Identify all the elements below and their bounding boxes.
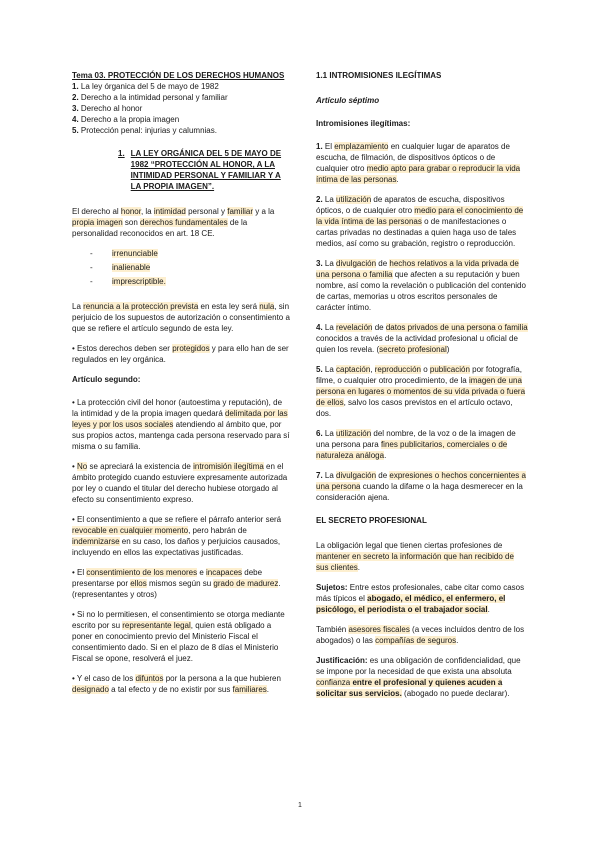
paragraph [316,428,528,461]
paragraph [316,258,528,313]
highlighted-text: divulgación [336,259,377,268]
article-heading: Artículo séptimo [316,96,380,105]
page-number: 1 [298,802,302,809]
paragraph [72,673,290,695]
highlighted-text: asesores fiscales [348,625,410,634]
text-run: de la personalidad reconocidos en art. 18 CE. [72,218,248,238]
paragraph [316,470,528,503]
highlighted-text: imagen de una persona en lugares o momentos de su vida privada o fuera de ellos [316,376,526,407]
text-run: (a veces incluidos dentro de los abogados) o las [316,625,525,645]
text-run: • Si no lo permitiesen, el consentimiento se otorga mediante escrito por su [72,610,285,630]
highlighted-text: intromisión ilegítima [193,462,264,471]
highlighted-text: reproducción [374,365,421,374]
text-run: La [322,429,337,438]
text-run: . (representantes y otros) [72,579,281,599]
highlighted-text: representante legal [122,621,191,630]
text-run: 6. [316,429,323,438]
text-run: • [72,462,78,471]
highlighted-text: familiar [227,207,254,216]
text-run: de [376,259,390,268]
text-run: . [456,636,459,645]
right-column [316,70,528,708]
text-run: , quien está obligado a poner en conocimiento previo del Ministerio Fiscal el consentimiento dado. Si en el plazo de 8 días el Ministerio Fiscal se opone, resolverá el juez. [72,621,279,663]
text-run: . [266,685,270,694]
list-item [90,248,290,259]
text-run: La [72,302,84,311]
highlighted-text: divulgación [336,471,377,480]
highlighted-text: medio para el conocimiento de la vida íntima de las personas [316,206,524,226]
text-run: • Y el caso de los [72,674,136,683]
highlighted-text: confianza [316,678,351,687]
highlighted-text: entre el profesional y quienes acuden a solicitar sus servicios. [316,678,503,698]
paragraph [72,514,290,558]
text-run: cuando la difame o la haga desmerecer en la consideración ajena. [316,482,523,502]
toc-item [72,81,290,92]
text-run: e [197,568,206,577]
highlighted-text: fines publicitarios, comerciales o de naturaleza análoga [316,440,508,460]
paragraph [316,322,528,355]
paragraph [72,567,290,600]
text-run: Entre estos profesionales, cabe citar como casos más típicos el [316,583,525,603]
text-run: • La protección civil del honor (autoestima y reputación), de la intimidad y de la propia imagen quedará [72,398,283,418]
left-column [72,70,290,704]
text-run: • El consentimiento a que se refiere el párrafo anterior será [72,515,282,524]
text-run: personal y [185,207,228,216]
highlighted-text: compañías de seguros [375,636,457,645]
text-run: son [122,218,141,227]
text-run: 7. [316,471,323,480]
text-run: La [322,323,337,332]
paragraph [316,364,528,419]
text-run: o [420,365,430,374]
text-run: conocidos a través de la actividad profesional u oficial de quien los revela. ( [316,334,518,354]
text-run: . [487,605,490,614]
paragraph [316,194,528,249]
highlighted-text: imprescriptible. [112,277,166,286]
text-run: 2. [72,93,79,102]
paragraph [316,582,528,615]
highlighted-text: publicación [429,365,470,374]
highlighted-text: captación [336,365,371,374]
text-run: . [396,175,399,184]
text-run: , pero habrán de [188,526,247,535]
text-run: en el ámbito protegido cuando estuviere expresamente autorizada por ley o cuando el titular del derecho hubiese otorgado al efecto su consentimiento expreso. [72,462,288,504]
highlighted-text: indemnizarse [72,537,120,546]
paragraph [72,301,290,334]
highlighted-text: hechos relativos a la vida privada de una persona o familia [316,259,519,279]
highlighted-text: honor [120,207,141,216]
text-run: 1. [72,82,79,91]
text-run: del nombre, de la voz o de la imagen de una persona para [316,429,516,449]
highlighted-text: incapaces [206,568,243,577]
highlighted-text: nula [259,302,275,311]
highlighted-text: ellos [130,579,147,588]
highlighted-text: delimitada por las leyes y por los usos sociales [72,409,288,429]
text-run: • Estos derechos deben ser [72,344,173,353]
text-run: . [357,563,361,572]
text-run: en su caso, los daños y perjuicios causados, incluyendo en ellos las expectativas justificadas. [72,537,281,557]
paragraph [72,343,290,365]
table-of-contents [72,81,290,136]
highlighted-text: consentimiento de los menores [86,568,198,577]
text-run: • El [72,568,87,577]
highlighted-text: revocable en cualquier momento [72,526,189,535]
text-run: a tal efecto y de no existir por sus [108,685,233,694]
highlighted-text: secreto profesional [379,345,447,354]
text-run: LA LEY ORGÁNICA DEL 5 DE MAYO DE 1982 “PROTECCIÓN AL HONOR, A LA INTIMIDAD PERSONAL Y FAMILIAR Y A LA PROPIA IMAGEN”. [130,149,282,191]
subheading: Intromisiones ilegítimas: [316,119,411,128]
highlighted-text: derechos fundamentales [140,218,228,227]
highlighted-text: designado [72,685,109,694]
highlighted-text: grado de madurez [213,579,279,588]
text-run: de aparatos de escucha, dispositivos ópticos, o de cualquier otro [316,195,505,215]
text-run: y para ello han de ser regulados en ley orgánica. [72,344,289,364]
text-run: 4. [72,115,79,124]
text-run: , la [140,207,154,216]
text-run: 1. [316,142,323,151]
text-run: 1. [118,149,125,158]
text-run: Protección penal: injurias y calumnias. [80,126,217,135]
section-title: 1.1 INTROMISIONES ILEGÍTIMAS [316,71,442,80]
text-run: es una obligación de confidencialidad, que se impone por la necesidad de que exista una absoluta [316,656,521,676]
highlighted-text: renuncia a la protección prevista [83,302,199,311]
paragraph [72,206,290,239]
paragraph [72,609,290,664]
text-run: mismos según su [146,579,214,588]
paragraph [316,624,528,646]
highlighted-text: revelación [336,323,373,332]
text-run: El [322,142,335,151]
text-run: en cualquier lugar de aparatos de escucha, de filmación, de dispositivos ópticos o de cualquier otro [316,142,510,173]
highlighted-text: propia imagen [72,218,123,227]
text-run: La [322,471,337,480]
text-run: La [322,365,337,374]
highlighted-text: protegidos [172,344,210,353]
text-run: Justificación: [316,656,368,665]
text-run: debe presentarse por [72,568,263,588]
text-run: Derecho al honor [80,104,143,113]
text-run: de [376,471,390,480]
article-heading: Artículo segundo: [72,375,141,384]
doc-title: Tema 03. PROTECCIÓN DE LOS DERECHOS HUMANOS [72,71,285,80]
paragraph [72,461,290,505]
text-run: Derecho a la intimidad personal y familiar [80,93,228,102]
list-item [90,276,290,287]
text-run: 2. [316,195,323,204]
highlighted-text: emplazamiento [334,142,389,151]
highlighted-text: mantener en secreto la información que han recibido de sus clientes [316,552,514,572]
text-run: , salvo los casos previstos en el artículo octavo, dos. [316,398,513,418]
highlighted-text: irrenunciable [112,249,158,258]
text-run: , [370,365,375,374]
text-run: 5. [316,365,323,374]
highlighted-text: datos privados de una persona o familia [385,323,528,332]
list-item [90,262,290,273]
highlighted-text: No [77,462,88,471]
toc-item [72,114,290,125]
text-run: 3. [316,259,323,268]
text-run: que afecten a su reputación y buen nombre, así como la revelación o publicación del contenido de cartas, memorias u otros escritos personales de carácter íntimo. [316,270,526,312]
text-run: La [322,259,337,268]
text-run: ) [446,345,450,354]
text-run: 5. [72,126,79,135]
text-run: También [316,625,349,634]
text-run: La obligación legal que tienen ciertas profesiones de [316,541,503,550]
section-heading [118,148,290,192]
text-run: (abogado no puede declarar). [401,689,510,698]
toc-item [72,125,290,136]
paragraph [72,397,290,452]
highlighted-text: familiares [232,685,267,694]
text-run: atendiendo al ámbito que, por sus propios actos, mantenga cada persona reservado para sí misma o su familia. [72,420,290,451]
highlighted-text: abogado, el médico, el enfermero, el psicólogo, el periodista o el trabajador social [316,594,506,614]
highlighted-text: difuntos [135,674,164,683]
text-run: de [372,323,386,332]
text-run: por la persona a la que hubieren [163,674,281,683]
text-run: en esta ley será [198,302,260,311]
highlighted-text: expresiones o hechos concernientes a una persona [316,471,526,491]
dash-list [90,248,290,287]
text-run: Derecho a la propia imagen [80,115,180,124]
text-run: , sin perjuicio de los supuestos de autorización o consentimiento a que se refiere el artículo segundo de esta ley. [72,302,290,333]
text-run: 3. [72,104,79,113]
text-run: . [384,451,387,460]
text-run: se apreciará la existencia de [87,462,194,471]
text-run: La ley órganica del 5 de mayo de 1982 [80,82,219,91]
highlighted-text: inalienable [112,263,151,272]
highlighted-text: medio apto para grabar o reproducir la vida íntima de las personas [316,164,521,184]
toc-item [72,92,290,103]
text-run: o de manifestaciones o cartas privadas no destinadas a quien haga uso de tales medios, así como su grabación, registro o reproducción. [316,217,517,248]
highlighted-text: intimidad [153,207,186,216]
paragraph [316,655,528,699]
toc-item [72,103,290,114]
paragraph [316,141,528,185]
text-run: El derecho al [72,207,121,216]
highlighted-text: utilización [336,429,372,438]
text-run: 4. [316,323,323,332]
text-run: y a la [253,207,275,216]
highlighted-text: utilización [336,195,372,204]
paragraph [316,540,528,573]
text-run: La [322,195,337,204]
text-run: por fotografía, filme, o cualquier otro procedimiento, de la [316,365,522,385]
section-title: EL SECRETO PROFESIONAL [316,516,427,525]
text-run: Sujetos: [316,583,348,592]
